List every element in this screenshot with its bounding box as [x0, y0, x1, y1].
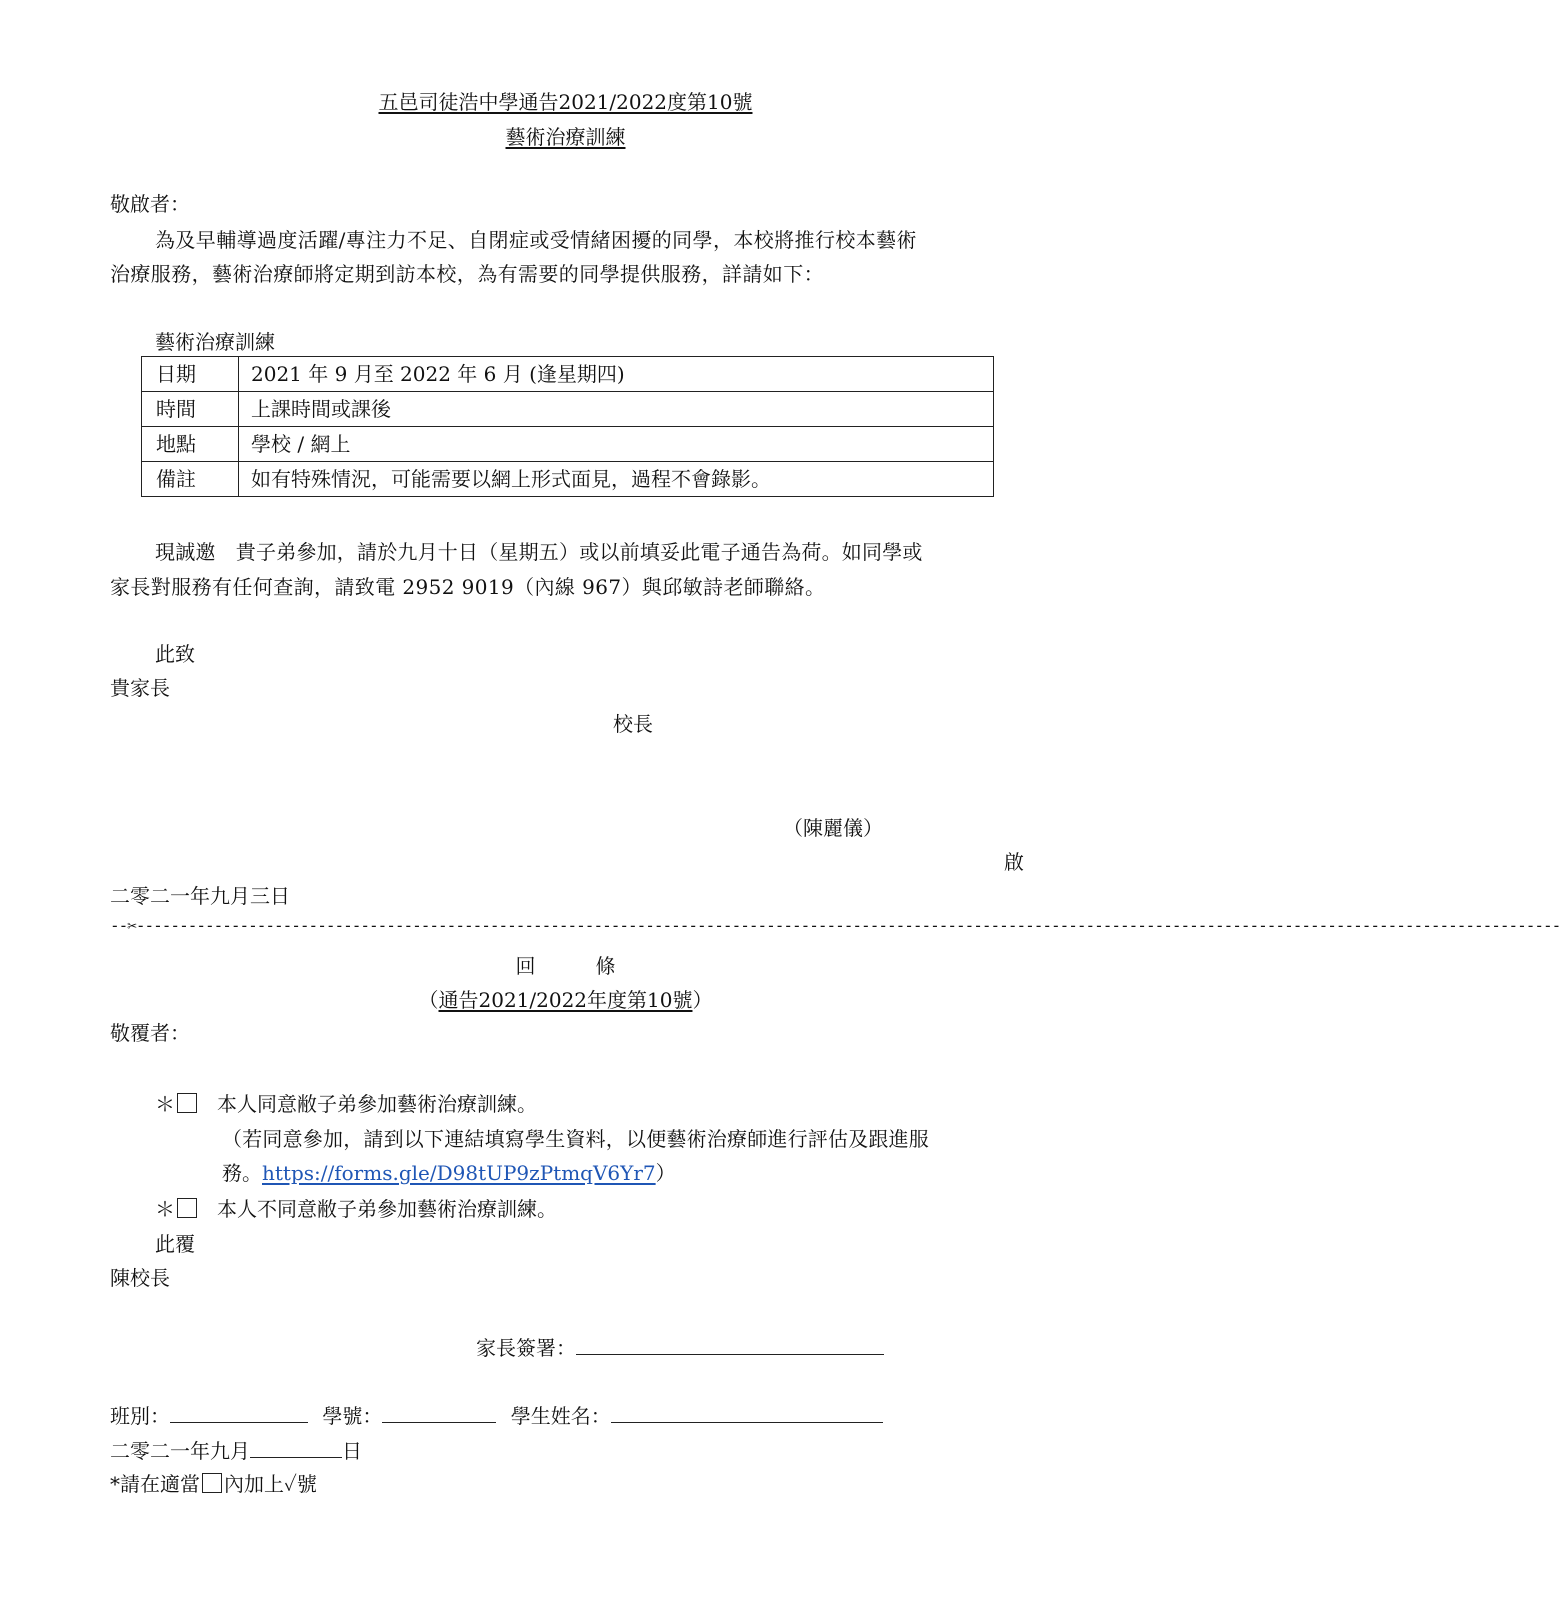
parent-signature: [476, 1332, 884, 1361]
row-value: 上課時間或課後: [239, 392, 994, 427]
notice-title: 五邑司徒浩中學通告2021/2022度第10號: [378, 90, 753, 114]
paragraph-2-line-2: 家長對服務有任何查詢，請致電 2952 9019（內線 967）與邱敏詩老師聯絡。: [110, 575, 826, 599]
details-table: [141, 356, 994, 497]
date-prefix: 二零二一年九月: [110, 1439, 250, 1463]
notice-subtitle: 藝術治療訓練: [505, 125, 626, 149]
salutation: 敬啟者：: [110, 192, 190, 216]
option-star: ＊: [155, 1197, 175, 1221]
parent-signature-field[interactable]: [576, 1332, 884, 1355]
table-caption: 藝術治療訓練: [155, 330, 275, 354]
class-label: 班別：: [110, 1404, 170, 1428]
class-field[interactable]: [170, 1400, 308, 1423]
row-key: 日期: [142, 357, 239, 392]
check-icon: ✓: [284, 1472, 297, 1496]
note-prefix: 務。: [222, 1161, 262, 1185]
table-row: [142, 392, 994, 427]
row-value: 2021 年 9 月至 2022 年 6 月 (逢星期四): [239, 357, 994, 392]
option-agree: [155, 1088, 537, 1117]
disagree-checkbox[interactable]: [177, 1198, 197, 1218]
option-agree-label: 本人同意敝子弟參加藝術治療訓練。: [217, 1092, 537, 1116]
option-disagree-label: 本人不同意敝子弟參加藝術治療訓練。: [217, 1197, 557, 1221]
ref-open: （: [418, 988, 439, 1012]
footnote-prefix: *請在適當: [110, 1472, 200, 1496]
date-day-field[interactable]: [250, 1435, 342, 1458]
table-row: [142, 427, 994, 462]
student-info: [110, 1400, 883, 1429]
row-value: 如有特殊情況，可能需要以網上形式面見，過程不會錄影。: [239, 462, 994, 497]
reply-title: 回 條: [515, 954, 616, 978]
row-key: 備註: [142, 462, 239, 497]
footnote-box-icon: [202, 1473, 222, 1493]
footnote-suffix: 號: [296, 1472, 317, 1496]
paragraph-2-line-1: 現誠邀 貴子弟參加，請於九月十日（星期五）或以前填妥此電子通告為荷。如同學或: [155, 540, 923, 564]
closing: 此致: [155, 642, 195, 666]
ref-close: ）: [692, 988, 713, 1012]
note-suffix: ）: [655, 1161, 676, 1185]
letter-date: 二零二一年九月三日: [110, 884, 290, 908]
option-star: ＊: [155, 1092, 175, 1116]
reply-recipient: 陳校長: [110, 1266, 170, 1290]
form-link[interactable]: https://forms.gle/D98tUP9zPtmqV6Yr7: [262, 1161, 656, 1185]
reply-reference: [0, 984, 1131, 1013]
ref-text: 通告2021/2022年度第10號: [438, 988, 693, 1012]
recipient: 貴家長: [110, 676, 170, 700]
note-line-1: （若同意參加，請到以下連結填寫學生資料，以便藝術治療師進行評估及跟進服: [222, 1127, 929, 1151]
paragraph-1-line-2: 治療服務，藝術治療師將定期到訪本校，為有需要的同學提供服務，詳請如下：: [110, 262, 824, 286]
row-value: 學校 / 網上: [239, 427, 994, 462]
note-line-2: [222, 1157, 676, 1186]
principal-name: （陳麗儀）: [783, 816, 883, 840]
student-no-field[interactable]: [382, 1400, 496, 1423]
row-key: 時間: [142, 392, 239, 427]
principal-title: 校長: [613, 712, 653, 736]
option-disagree: [155, 1193, 557, 1222]
student-no-label: 學號：: [322, 1404, 383, 1428]
table-row: [142, 462, 994, 497]
date-suffix: 日: [342, 1439, 362, 1463]
agree-checkbox[interactable]: [177, 1093, 197, 1113]
reply-date: [110, 1435, 362, 1464]
reply-closing: 此覆: [155, 1232, 195, 1256]
parent-signature-label: 家長簽署：: [476, 1336, 576, 1360]
reply-salutation: 敬覆者：: [110, 1021, 190, 1045]
student-name-label: 學生姓名：: [510, 1404, 611, 1428]
paragraph-1-line-1: 為及早輔導過度活躍/專注力不足、自閉症或受情緒困擾的同學，本校將推行校本藝術: [155, 228, 917, 252]
sign-off: 啟: [1004, 850, 1024, 874]
row-key: 地點: [142, 427, 239, 462]
footnote: [110, 1468, 317, 1497]
footnote-middle: 內加上: [224, 1472, 284, 1496]
table-row: [142, 357, 994, 392]
cut-line: --✂---------------------------------------------------------------------------------------------------------------------------------------------------------------------: [110, 916, 1560, 935]
student-name-field[interactable]: [611, 1400, 883, 1423]
